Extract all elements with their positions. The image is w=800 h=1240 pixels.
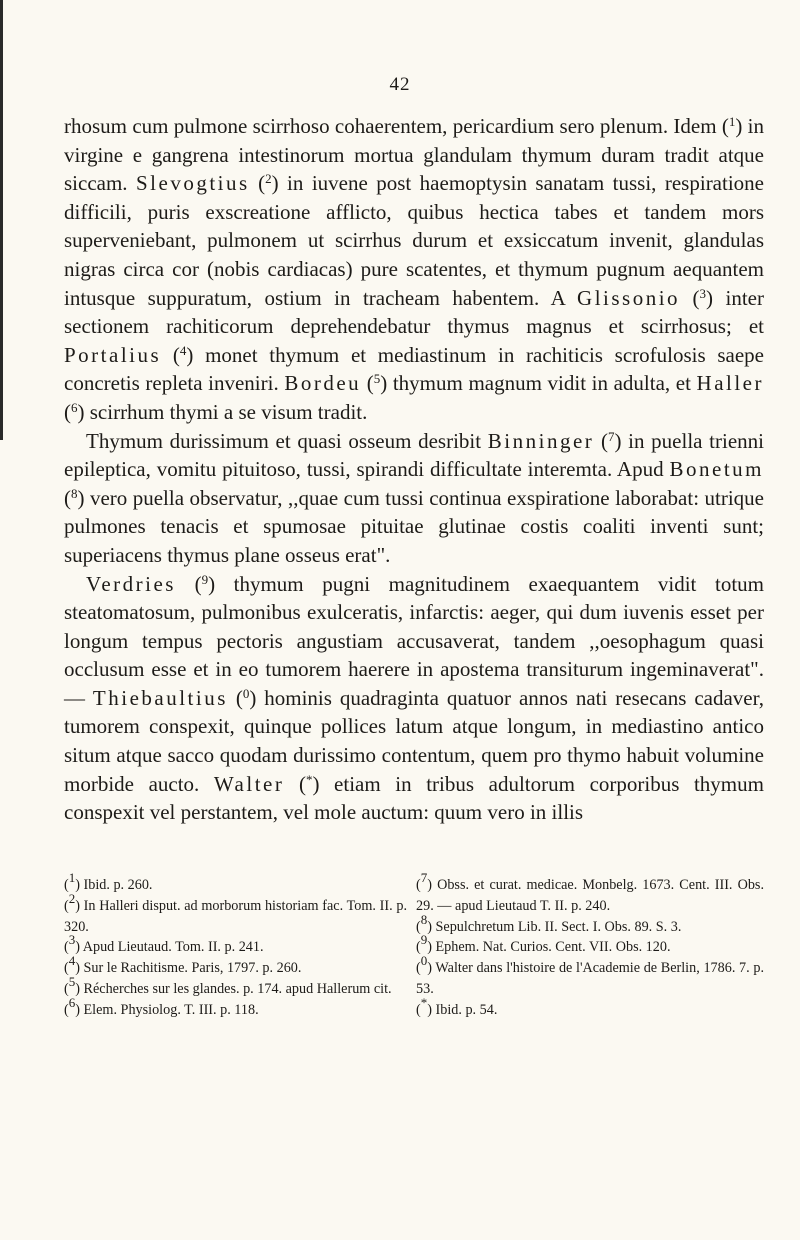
footnote-reference: 5 [373,371,381,387]
paragraph: rhosum cum pulmone scirrhoso cohaerentem, pericardium sero plenum. Idem ($^1$) in virgine e gangrena intestinorum mortua glandulam thymum duram tradit atque siccam. Slevogtius ($^2$) in iuvene post haemoptysin sanatam tussi, respiratione difficili, puris exscreatione afflicto, quibus hectica tabes et tandem mors superveniebant, pulmonem ut scirrhus durum et exsiccatum invenit, glandulas nigras circa cor (nobis cardiacas) pure scatentes, et thymum pugnum aequantem intusque suppuratum, ostium in tracheam habentem. A Glissonio ($^3$) inter sectionem rachiticorum deprehendebatur thymus magnus et scirrhosus; et Portalius ($^4$) monet thymum et mediastinum in rachiticis scrofulosis saepe concretis repleta inveniri. Bordeu ($^5$) thymum magnum vidit in adulta, et Haller ($^6$) scirrhum thymi a se visum tradit. [64,114,765,424]
footnote-mark: 2 [68,890,76,906]
footnote-mark: 3 [68,932,76,948]
footnote: (*) Ibid. p. 54. [416,994,498,1018]
footnote-mark: 1 [68,870,76,885]
footnote: ($^9$) Ephem. Nat. Curios. Cent. VII. Obs. 120. [416,932,671,956]
footnote: ($^5$) Récherches sur les glandes. p. 174. apud Hallerum cit. [64,973,392,997]
footnote: ($^0$) Walter dans l'histoire de l'Academie de Berlin, 1786. 7. p. 53. [416,953,765,997]
body-text [64,112,764,827]
footnote-text: Ibid. p. 260. [83,877,153,893]
footnotes-left-column [64,870,407,1021]
footnote: ($^1$) Ibid. p. 260. [64,870,153,893]
footnote-text: In Halleri disput. ad morborum historiam fac. Tom. II. p. 320. [64,897,407,935]
cited-author-name: Glissonio [577,285,681,310]
footnote-reference: 6 [71,399,78,415]
cited-author-name: Thiebaultius [92,685,228,710]
footnote-text: Sur le Rachitisme. Paris, 1797. p. 260. [83,960,302,977]
footnote-reference: * [305,771,313,787]
cited-author-name: Haller [696,371,765,396]
footnotes [64,870,765,1021]
footnote-text: Ephem. Nat. Curios. Cent. VII. Obs. 120. [435,939,671,956]
footnote-text: Obss. et curat. medicae. Monbelg. 1673. Cent. III. Obs. 29. — apud Lieutaud T. II. p. 240. [416,877,764,914]
footnote-mark: 0 [420,953,428,969]
footnote: ($^3$) Apud Lieutaud. Tom. II. p. 241. [64,932,264,956]
page-number: 42 [389,74,411,95]
footnote-text: Elem. Physiolog. T. III. p. 118. [83,1001,259,1018]
cited-author-name: Verdries [86,571,176,596]
footnote-reference: 3 [699,285,707,301]
footnote-mark: 8 [420,911,428,927]
footnote-reference: 0 [242,685,250,701]
cited-author-name: Slevogtius [136,171,250,196]
paragraph: Thymum durissimum et quasi osseum desribit Binninger ($^7$) in puella trienni epileptica, vomitu pituitoso, tussi, spirandi difficultate interemta. Apud Bonetum ($^8$) vero puella observatur, ,,quae cum tussi continua exspiratione laborabat: utrique pulmones tenacis et spumosae pituitae glutinae costis coaliti inventi sunt; superiacens thymus plane osseus erat". [64,428,764,567]
footnote-text: Récherches sur les glandes. p. 174. apud Hallerum cit. [83,980,392,997]
footnote-text: Ibid. p. 54. [435,1001,498,1018]
paragraph: Verdries ($^9$) thymum pugni magnitudinem exaequantem vidit totum steatomatosum, pulmonibus exulceratis, infarctis: aeger, qui dum iuvenis esset per longum tempus pectoris angustiam accusaverat, tandem ,,oesophagum quasi occlusum esse et in eo tumorem haerere in apostema transiturum ingeminaverat". — Thiebaultius ($^0$) hominis quadraginta quatuor annos nati resecans cadaver, tumorem conspexit, quinque pollices latum atque longum, in mediastino antico situm atque sacco quodam durissimo contentum, quem pro thymo habuit volumine morbide aucto. Walter (*) etiam in tribus adultorum corporibus thymum conspexit vel perstantem, vel mole auctum: quum vero in illis [64,571,765,825]
cited-author-name: Bordeu [284,371,362,396]
footnote: ($^4$) Sur le Rachitisme. Paris, 1797. p. 260. [64,953,302,977]
footnote: ($^2$) In Halleri disput. ad morborum historiam fac. Tom. II. p. 320. [64,890,407,935]
footnote-text: Sepulchretum Lib. II. Sect. I. Obs. 89. S. 3. [435,918,682,935]
footnote: ($^7$) Obss. et curat. medicae. Monbelg. 1673. Cent. III. Obs. 29. — apud Lieutaud T. II. p. 240. [416,870,764,914]
footnote-mark: 6 [68,994,76,1010]
footnote-reference: 7 [607,428,615,444]
footnote-text: Apud Lieutaud. Tom. II. p. 241. [82,939,264,956]
footnote-reference: 2 [265,171,272,187]
footnote-mark: 4 [68,953,76,969]
footnotes-right-column [416,870,765,1021]
footnote-mark: * [420,994,428,1010]
footnote-reference: 1 [728,114,736,129]
footnote-text: Walter dans l'histoire de l'Academie de Berlin, 1786. 7. p. 53. [416,960,765,997]
footnote-reference: 4 [179,342,187,358]
footnote-reference: 8 [71,485,78,501]
footnote: ($^8$) Sepulchretum Lib. II. Sect. I. Obs. 89. S. 3. [416,911,682,935]
cited-author-name: Walter [213,771,285,796]
cited-author-name: Binninger [487,428,595,453]
footnote-reference: 9 [201,571,209,587]
cited-author-name: Bonetum [669,457,764,482]
page-edge-line [0,0,3,440]
footnote-mark: 5 [68,973,76,989]
cited-author-name: Portalius [64,342,162,367]
footnote-mark: 7 [420,870,428,885]
footnote: ($^6$) Elem. Physiolog. T. III. p. 118. [64,994,259,1018]
footnote-mark: 9 [420,932,428,948]
